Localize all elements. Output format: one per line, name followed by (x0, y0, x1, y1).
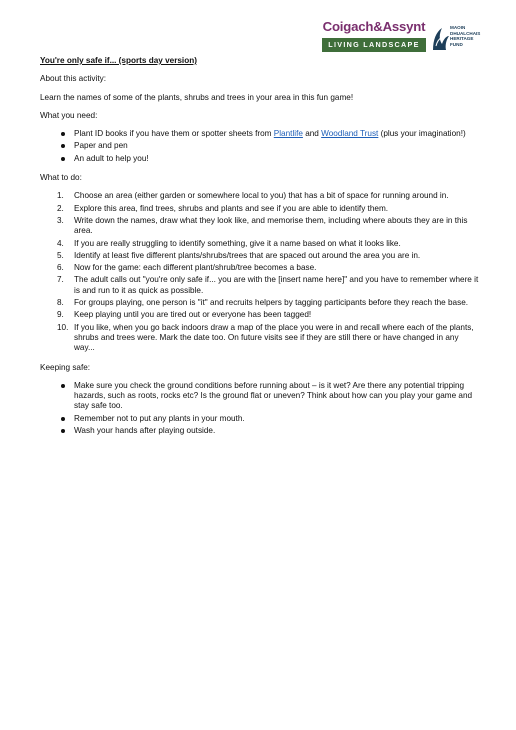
bullet-icon (61, 157, 65, 161)
step-item (40, 263, 480, 273)
step-item (40, 204, 480, 214)
plantlife-link[interactable]: Plantlife (273, 129, 303, 139)
step-item (40, 251, 480, 261)
step-text: Write down the names, draw what they look like, and memorise them, including where abouts they are in this area. (74, 215, 468, 236)
step-number: 1. (57, 191, 64, 201)
coigach-assynt-name: Coigach&Assynt (322, 19, 426, 34)
heritage-fund-line-4: FUND (450, 41, 463, 47)
heritage-fund-line-1: MAOIN (450, 25, 466, 30)
need-item-and: and (302, 129, 322, 139)
need-list (40, 129, 480, 164)
step-number: 9. (57, 310, 64, 320)
step-item (40, 239, 480, 249)
todo-heading: What to do: (40, 173, 82, 183)
about-text: Learn the names of some of the plants, shrubs and trees in your area in this fun game! (40, 92, 354, 102)
step-text: If you like, when you go back indoors draw a map of the place you were in and recall where each of the plants, shrubs and trees were. Mark the date too. On future visits see if they are still there or have changed in any way... (74, 322, 474, 353)
step-item (40, 216, 480, 237)
step-text: Keep playing until you are tired out or everyone has been tagged! (74, 310, 312, 320)
safe-item-text: Wash your hands after playing outside. (74, 426, 216, 436)
step-number: 10. (57, 322, 69, 332)
safe-heading: Keeping safe: (40, 362, 91, 372)
step-number: 3. (57, 215, 64, 225)
bullet-icon (61, 417, 65, 421)
step-number: 7. (57, 275, 64, 285)
step-item (40, 323, 480, 354)
about-heading: About this activity: (40, 74, 106, 84)
step-number: 8. (57, 298, 64, 308)
living-landscape-tagline: LIVING LANDSCAPE (322, 38, 426, 52)
page-title: You're only safe if... (sports day version) (40, 56, 197, 65)
need-item-adult (40, 154, 480, 164)
safe-item (40, 414, 480, 424)
bullet-icon (61, 132, 65, 136)
need-item-plant-id (40, 129, 480, 139)
safe-item (40, 426, 480, 436)
bullet-icon (61, 384, 65, 388)
need-item-text: Paper and pen (74, 141, 128, 151)
bullet-icon (61, 429, 65, 433)
step-text: Identify at least five different plants/shrubs/trees that are spaced out around the area you are in. (74, 250, 421, 260)
document-body (40, 56, 480, 445)
bullet-icon (61, 144, 65, 148)
need-item-paper-pen (40, 141, 480, 151)
step-text: If you are really struggling to identify something, give it a name based on what it looks like. (74, 238, 401, 248)
heritage-fund-line-3: HERITAGE (450, 36, 474, 42)
heritage-fund-logo (430, 24, 492, 54)
step-item (40, 275, 480, 296)
step-text: Now for the game: each different plant/shrub/tree becomes a base. (74, 263, 317, 273)
step-item (40, 298, 480, 308)
need-item-suffix: (plus your imagination!) (378, 129, 466, 139)
woodland-trust-link[interactable]: Woodland Trust (321, 129, 379, 139)
step-item (40, 310, 480, 320)
step-number: 5. (57, 250, 64, 260)
step-text: Choose an area (either garden or somewhere local to you) that has a bit of space for running around in. (74, 191, 449, 201)
step-number: 2. (57, 203, 64, 213)
coigach-assynt-logo (322, 20, 426, 52)
steps-list (40, 191, 480, 353)
step-number: 6. (57, 263, 64, 273)
need-heading: What you need: (40, 110, 98, 120)
safe-item-text: Remember not to put any plants in your mouth. (74, 413, 245, 423)
step-text: Explore this area, find trees, shrubs and plants and see if you are able to identify them. (74, 203, 389, 213)
safe-list (40, 381, 480, 436)
heritage-fund-line-2: DHUALCHAIS (450, 30, 481, 36)
step-number: 4. (57, 238, 64, 248)
step-item (40, 191, 480, 201)
step-text: The adult calls out "you're only safe if... you are with the [insert name here]" and you have to remember where it is and run to it as quick as possible. (74, 275, 479, 295)
need-item-text: An adult to help you! (74, 153, 149, 163)
heritage-fund-emblem-icon (430, 24, 450, 54)
safe-item-text: Make sure you check the ground conditions before running about – is it wet? Are there any potential tripping hazards, such as roots, rocks etc? Is the ground flat or uneven? Think about how can you play your game and stay safe too. (74, 380, 473, 411)
safe-item (40, 381, 480, 412)
step-text: For groups playing, one person is "it" and recruits helpers by tagging participants before they reach the base. (74, 298, 469, 308)
need-item-text: Plant ID books if you have them or spotter sheets from (74, 129, 274, 139)
